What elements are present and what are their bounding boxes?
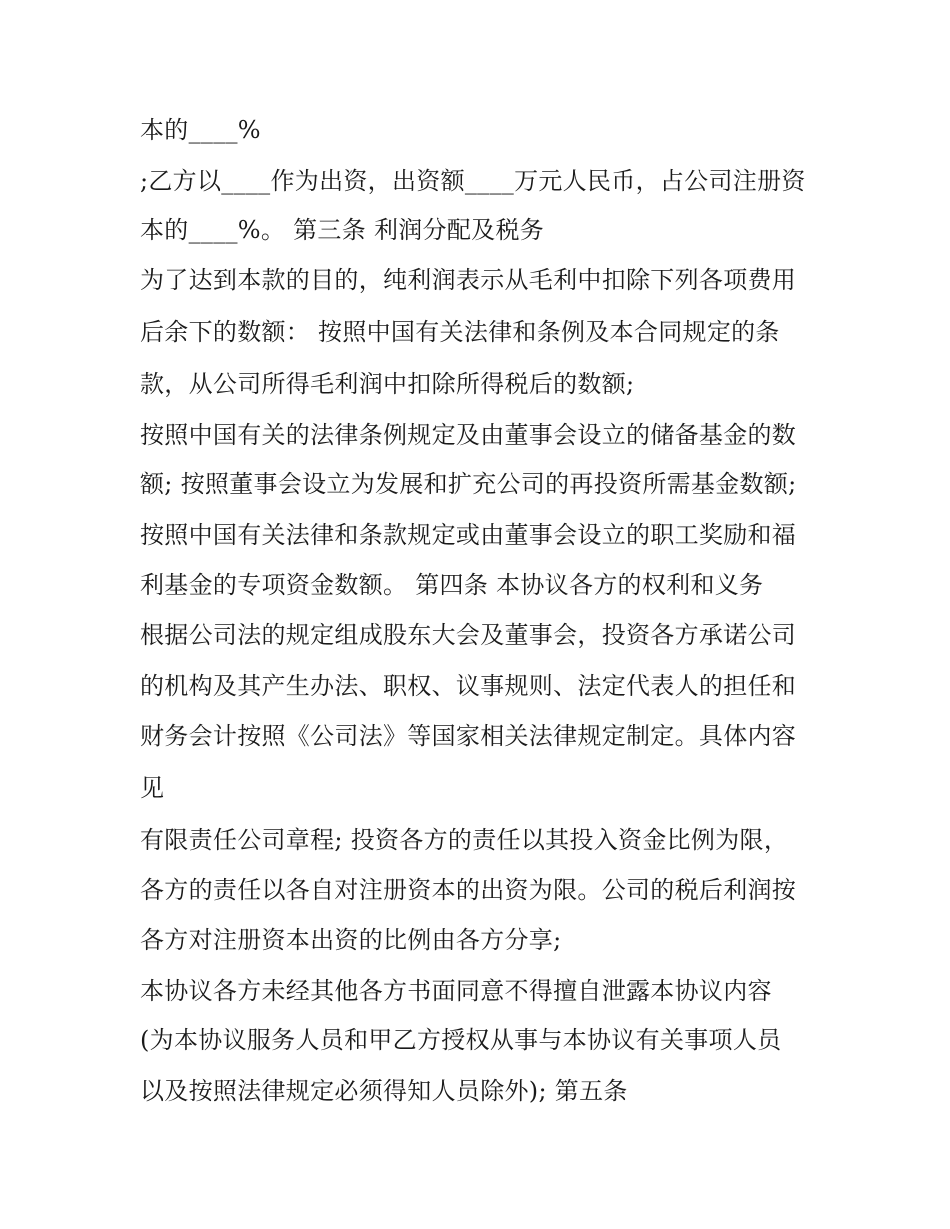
text-line: 有限责任公司章程; 投资各方的责任以其投入资金比例为限， [140,826,789,854]
text-line: 各方对注册资本出资的比例由各方分享; [140,926,562,954]
text-line: (为本协议服务人员和甲乙方授权从事与本协议有关事项人员 [140,1026,782,1054]
text-line: 利基金的专项资金数额。 第四条 本协议各方的权利和义务 [140,571,764,599]
text-line: 各方的责任以各自对注册资本的出资为限。公司的税后利润按 [140,876,797,904]
text-line: 财务会计按照《公司法》等国家相关法律规定制定。具体内容 [140,722,797,750]
text-line: 本的____% [140,116,261,144]
text-line: ;乙方以____作为出资，出资额____万元人民币，占公司注册资 [140,167,806,195]
text-line: 款，从公司所得毛利润中扣除所得税后的数额; [140,370,635,398]
text-line: 为了达到本款的目的，纯利润表示从毛利中扣除下列各项费用 [140,266,797,294]
text-line: 后余下的数额： 按照中国有关法律和条例及本合同规定的条 [140,318,780,346]
text-line: 见 [140,774,165,802]
text-line: 本协议各方未经其他各方书面同意不得擅自泄露本协议内容 [140,977,772,1005]
text-line: 额; 按照董事会设立为发展和扩充公司的再投资所需基金数额; [140,470,797,498]
text-line: 的机构及其产生办法、职权、议事规则、法定代表人的担任和 [140,672,797,700]
text-line: 根据公司法的规定组成股东大会及董事会，投资各方承诺公司 [140,621,797,649]
text-line: 按照中国有关的法律条例规定及由董事会设立的储备基金的数 [140,421,797,449]
text-line: 以及按照法律规定必须得知人员除外); 第五条 [140,1077,628,1105]
text-line: 本的____%。 第三条 利润分配及税务 [140,216,545,244]
text-line: 按照中国有关法律和条款规定或由董事会设立的职工奖励和福 [140,521,797,549]
